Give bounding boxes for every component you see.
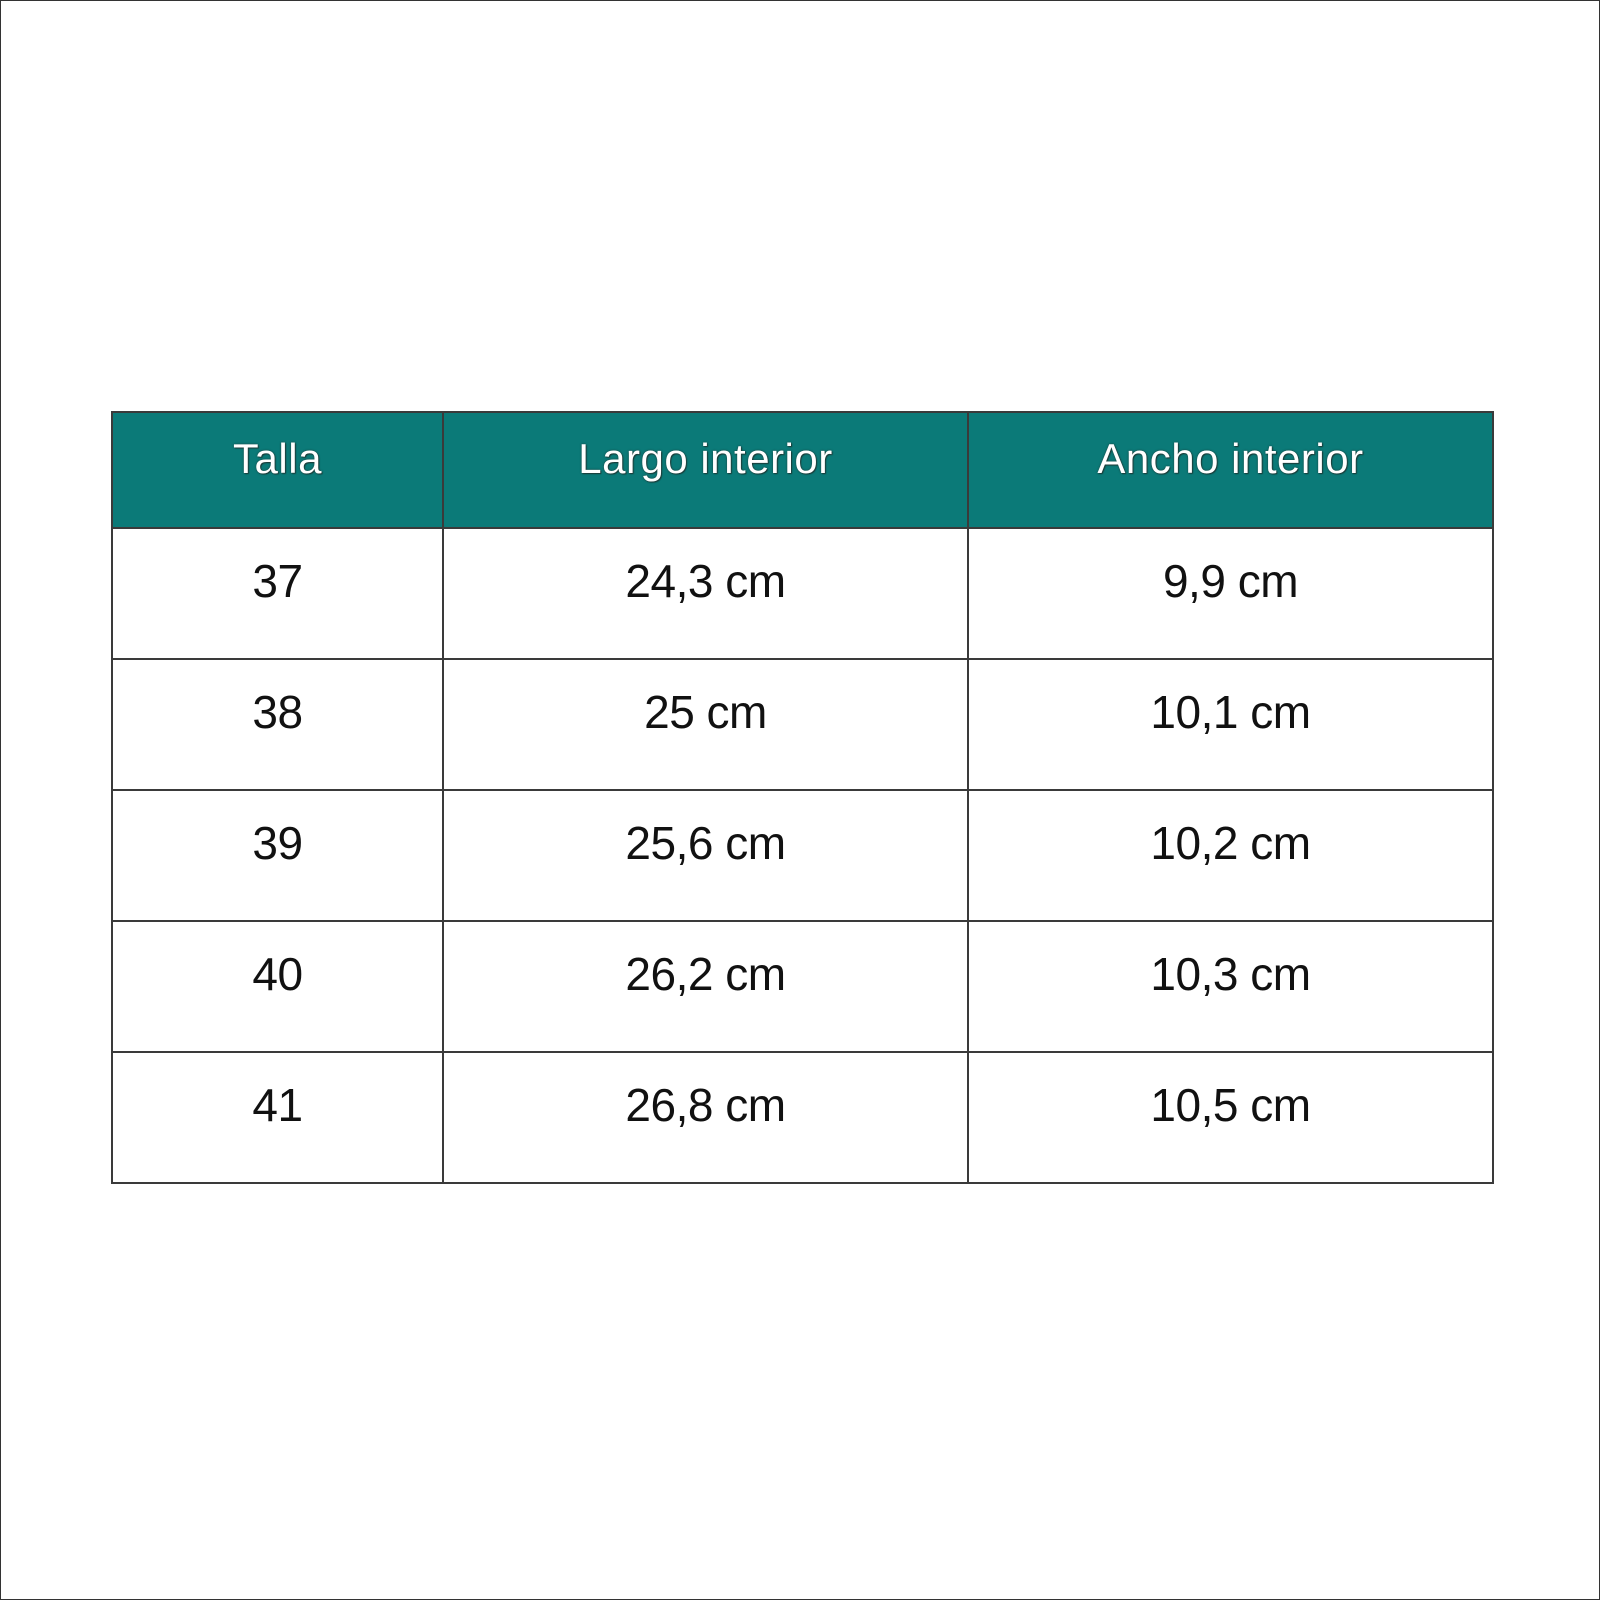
header-talla: Talla [112, 412, 443, 528]
size-table [111, 411, 1494, 1184]
header-ancho-interior: Ancho interior [968, 412, 1493, 528]
table-row [112, 659, 1493, 790]
cell-ancho: 10,1 cm [968, 659, 1493, 790]
table-row [112, 921, 1493, 1052]
cell-ancho: 10,2 cm [968, 790, 1493, 921]
cell-largo: 25,6 cm [443, 790, 968, 921]
header-row [112, 412, 1493, 528]
table-row [112, 790, 1493, 921]
table-row [112, 1052, 1493, 1183]
cell-ancho: 10,5 cm [968, 1052, 1493, 1183]
cell-ancho: 9,9 cm [968, 528, 1493, 659]
cell-talla: 39 [112, 790, 443, 921]
cell-ancho: 10,3 cm [968, 921, 1493, 1052]
header-largo-interior: Largo interior [443, 412, 968, 528]
cell-talla: 37 [112, 528, 443, 659]
cell-talla: 40 [112, 921, 443, 1052]
table-header [112, 412, 1493, 528]
cell-largo: 26,8 cm [443, 1052, 968, 1183]
cell-largo: 26,2 cm [443, 921, 968, 1052]
cell-talla: 41 [112, 1052, 443, 1183]
table-row [112, 528, 1493, 659]
cell-largo: 25 cm [443, 659, 968, 790]
table-body [112, 528, 1493, 1183]
cell-talla: 38 [112, 659, 443, 790]
cell-largo: 24,3 cm [443, 528, 968, 659]
